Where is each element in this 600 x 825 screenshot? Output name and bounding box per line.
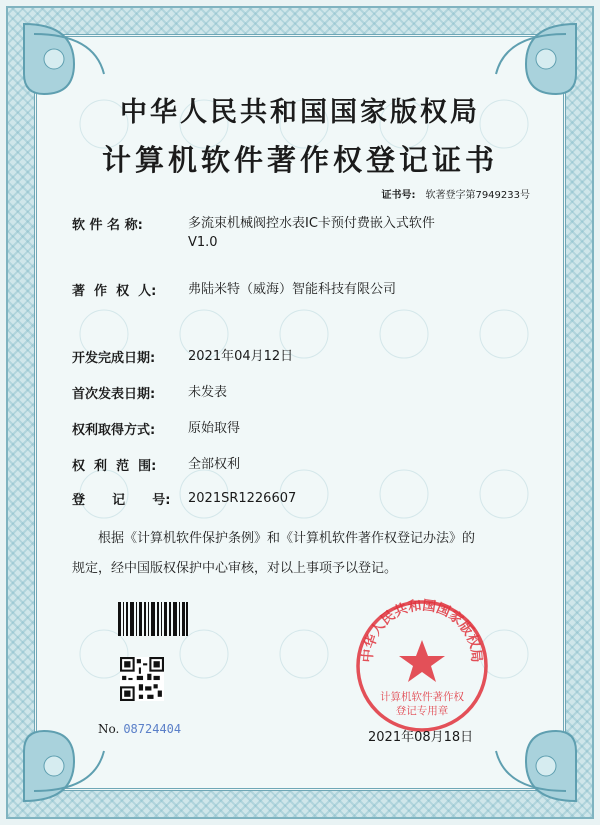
field-value: 2021SR1226607 bbox=[188, 491, 297, 506]
field-label: 权 利 范 围: bbox=[72, 459, 157, 474]
field-value: 2021年04月12日 bbox=[188, 349, 294, 364]
certificate-number-label: 证书号: bbox=[381, 190, 416, 201]
field-value bbox=[188, 214, 518, 252]
official-seal bbox=[352, 596, 492, 736]
serial-value: 08724404 bbox=[123, 722, 182, 736]
svg-text:登记专用章: 登记专用章 bbox=[395, 705, 449, 717]
field-value: 全部权利 bbox=[188, 457, 241, 472]
field-label: 首次发表日期: bbox=[72, 387, 156, 402]
svg-text:中华人民共和国国家版权局: 中华人民共和国国家版权局 bbox=[359, 597, 485, 664]
issue-date: 2021年08月18日 bbox=[368, 730, 474, 745]
barcode-icon bbox=[118, 602, 188, 636]
field-label: 软 件 名 称: bbox=[72, 218, 143, 233]
serial-number bbox=[98, 722, 181, 736]
field-label: 登 记 号: bbox=[72, 493, 171, 508]
field-value: 未发表 bbox=[188, 385, 228, 400]
qr-code-icon bbox=[120, 657, 164, 701]
statement-line-1: 根据《计算机软件保护条例》和《计算机软件著作权登记办法》的 bbox=[98, 531, 476, 546]
field-value: 原始取得 bbox=[188, 421, 241, 436]
document-title: 计算机软件著作权登记证书 bbox=[101, 143, 498, 177]
serial-prefix: No. bbox=[98, 722, 120, 736]
field-label: 开发完成日期: bbox=[72, 351, 156, 366]
registration-statement bbox=[72, 524, 542, 584]
svg-text:计算机软件著作权: 计算机软件著作权 bbox=[380, 691, 464, 703]
issuing-authority: 中华人民共和国国家版权局 bbox=[120, 97, 480, 128]
software-name-line1: 多流束机械阀控水表IC卡预付费嵌入式软件 bbox=[188, 216, 435, 231]
statement-line-2: 规定，经中国版权保护中心审核，对以上事项予以登记。 bbox=[72, 561, 398, 576]
software-name-version: V1.0 bbox=[188, 235, 218, 250]
certificate-number-value: 软著登字第7949233号 bbox=[425, 190, 530, 201]
corner-ornament-bottom-left bbox=[14, 691, 134, 811]
certificate-number bbox=[381, 186, 530, 201]
field-label: 权利取得方式: bbox=[72, 423, 156, 438]
field-label: 著 作 权 人: bbox=[72, 284, 157, 299]
field-value: 弗陆米特（威海）智能科技有限公司 bbox=[188, 282, 397, 297]
